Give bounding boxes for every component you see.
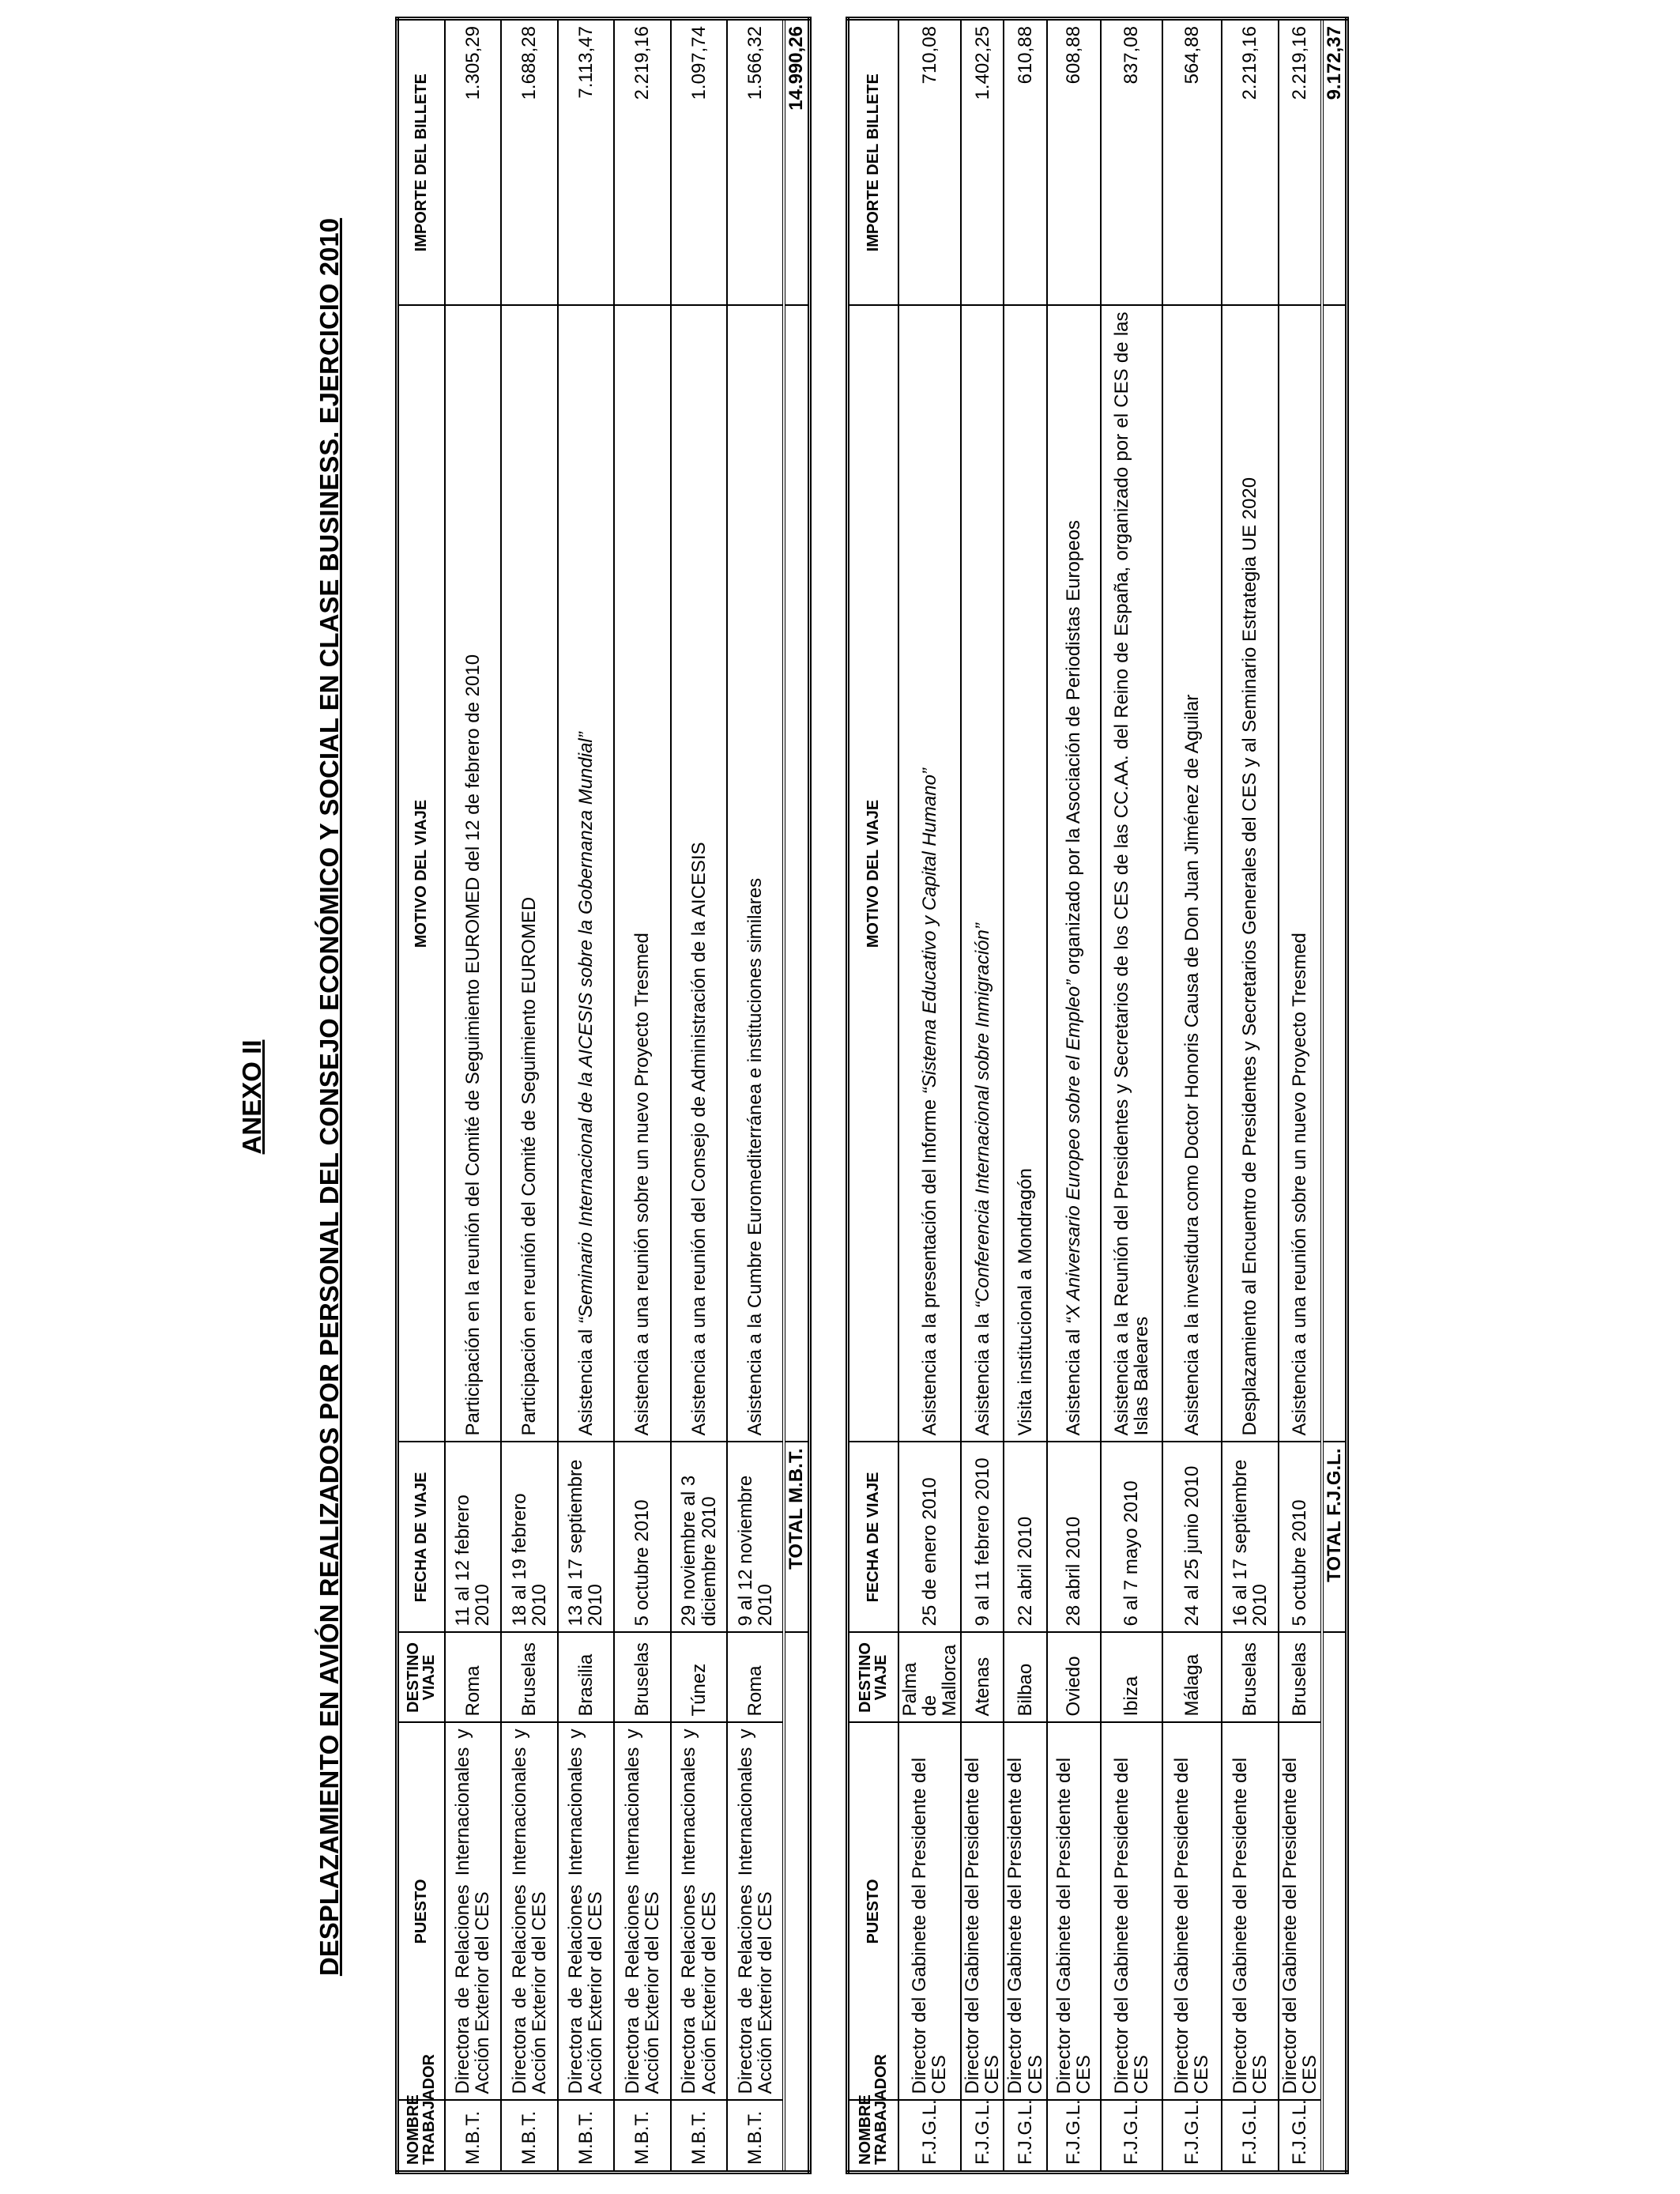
- table-row: [1222, 19, 1279, 2173]
- cell-fecha: 16 al 17 septiembre 2010: [1222, 1442, 1279, 1633]
- header-nombre: NOMBRE TRABAJADOR: [848, 2101, 898, 2173]
- total-value: 9.172,37: [1322, 19, 1347, 306]
- cell-nombre: F.J.G.L.: [1101, 2101, 1162, 2173]
- cell-nombre: F.J.G.L.: [1162, 2101, 1222, 2173]
- cell-puesto: Directora de Relaciones Internacionales y Acción Exterior del CES: [558, 1723, 615, 2101]
- motivo-text: Asistencia a la investidura como Doctor Honoris Causa de Don Juan Jiménez de Aguilar: [1181, 694, 1203, 1436]
- header-motivo: MOTIVO DEL VIAJE: [397, 306, 445, 1442]
- cell-fecha: 24 al 25 junio 2010: [1162, 1442, 1222, 1633]
- cell-fecha: 13 al 17 septiembre 2010: [558, 1442, 615, 1633]
- cell-motivo: [558, 306, 615, 1442]
- motivo-text: Asistencia a la: [971, 1308, 993, 1436]
- motivo-text: Asistencia al: [1063, 1324, 1085, 1436]
- trips-table-fjgl: [846, 17, 1349, 2174]
- motivo-text: Asistencia a una reunión del Consejo de Administración de la AICESIS: [688, 842, 710, 1436]
- cell-puesto: Director del Gabinete del Presidente del CES: [961, 1723, 1004, 2101]
- cell-nombre: M.B.T.: [445, 2101, 502, 2173]
- table-row: [898, 19, 962, 2173]
- cell-puesto: Directora de Relaciones Internacionales y Acción Exterior del CES: [445, 1723, 502, 2101]
- cell-puesto: Director del Gabinete del Presidente del CES: [898, 1723, 962, 2101]
- cell-fecha: 11 al 12 febrero 2010: [445, 1442, 502, 1633]
- cell-importe: 2.219,16: [614, 19, 671, 306]
- table-row: [727, 19, 784, 2173]
- cell-importe: 1.402,25: [961, 19, 1004, 306]
- cell-nombre: F.J.G.L.: [1004, 2101, 1046, 2173]
- motivo-text: Participación en reunión del Comité de Seguimiento EUROMED: [518, 896, 541, 1436]
- motivo-emphasis: “Conferencia Internacional sobre Inmigración”: [971, 923, 993, 1309]
- header-puesto: PUESTO: [848, 1723, 898, 2101]
- cell-destino: Bruselas: [614, 1633, 671, 1723]
- cell-destino: Bruselas: [501, 1633, 558, 1723]
- cell-motivo: [898, 306, 962, 1442]
- cell-fecha: 28 abril 2010: [1047, 1442, 1101, 1633]
- cell-nombre: M.B.T.: [558, 2101, 615, 2173]
- cell-importe: 2.219,16: [1222, 19, 1279, 306]
- cell-destino: Bilbao: [1004, 1633, 1046, 1723]
- total-label: TOTAL M.B.T.: [784, 1442, 809, 1633]
- cell-puesto: Directora de Relaciones Internacionales y Acción Exterior del CES: [501, 1723, 558, 2101]
- cell-destino: Palma de Mallorca: [898, 1633, 962, 1723]
- header-destino: DESTINO VIAJE: [848, 1633, 898, 1723]
- cell-destino: Ibiza: [1101, 1633, 1162, 1723]
- cell-motivo: [445, 306, 502, 1442]
- cell-nombre: M.B.T.: [501, 2101, 558, 2173]
- motivo-text: Asistencia a la presentación del Informe: [918, 1094, 940, 1436]
- cell-nombre: M.B.T.: [614, 2101, 671, 2173]
- table-row: [1047, 19, 1101, 2173]
- cell-motivo: [671, 306, 728, 1442]
- cell-motivo: [1162, 306, 1222, 1442]
- cell-importe: 1.305,29: [445, 19, 502, 306]
- cell-nombre: F.J.G.L.: [1222, 2101, 1279, 2173]
- motivo-text-after: organizado por la Asociación de Periodistas Europeos: [1063, 520, 1085, 980]
- table-header-row: [848, 19, 898, 2173]
- motivo-emphasis: “Sistema Educativo y Capital Humano”: [918, 768, 940, 1095]
- cell-nombre: F.J.G.L.: [898, 2101, 962, 2173]
- cell-puesto: Director del Gabinete del Presidente del CES: [1101, 1723, 1162, 2101]
- table-row: [501, 19, 558, 2173]
- cell-motivo: [1047, 306, 1101, 1442]
- annex-label: ANEXO II: [237, 1039, 266, 1155]
- cell-fecha: 5 octubre 2010: [1279, 1442, 1322, 1633]
- motivo-emphasis: “Seminario Internacional de la AICESIS sobre la Gobernanza Mundial”: [574, 732, 597, 1325]
- cell-destino: Málaga: [1162, 1633, 1222, 1723]
- motivo-text: Asistencia a una reunión sobre un nuevo Proyecto Tresmed: [1289, 933, 1311, 1436]
- table-row: [445, 19, 502, 2173]
- cell-fecha: 25 de enero 2010: [898, 1442, 962, 1633]
- cell-fecha: 18 al 19 febrero 2010: [501, 1442, 558, 1633]
- cell-motivo: [1222, 306, 1279, 1442]
- table-row: [1004, 19, 1046, 2173]
- cell-fecha: 5 octubre 2010: [614, 1442, 671, 1633]
- header-importe: IMPORTE DEL BILLETE: [848, 19, 898, 306]
- cell-destino: Brasilia: [558, 1633, 615, 1723]
- cell-importe: 1.688,28: [501, 19, 558, 306]
- cell-fecha: 9 al 12 noviembre 2010: [727, 1442, 784, 1633]
- cell-motivo: [614, 306, 671, 1442]
- cell-motivo: [1101, 306, 1162, 1442]
- motivo-text: Asistencia al: [574, 1324, 597, 1436]
- cell-destino: Túnez: [671, 1633, 728, 1723]
- header-motivo: MOTIVO DEL VIAJE: [848, 306, 898, 1442]
- cell-puesto: Director del Gabinete del Presidente del CES: [1162, 1723, 1222, 2101]
- cell-motivo: [1004, 306, 1046, 1442]
- cell-puesto: Director del Gabinete del Presidente del CES: [1279, 1723, 1322, 2101]
- total-row: [784, 19, 809, 2173]
- header-fecha: FECHA DE VIAJE: [397, 1442, 445, 1633]
- table-row: [1101, 19, 1162, 2173]
- header-nombre: NOMBRE TRABAJADOR: [397, 2101, 445, 2173]
- cell-fecha: 6 al 7 mayo 2010: [1101, 1442, 1162, 1633]
- header-importe: IMPORTE DEL BILLETE: [397, 19, 445, 306]
- cell-puesto: Directora de Relaciones Internacionales y Acción Exterior del CES: [614, 1723, 671, 2101]
- table-row: [1162, 19, 1222, 2173]
- cell-motivo: [727, 306, 784, 1442]
- header-destino: DESTINO VIAJE: [397, 1633, 445, 1723]
- motivo-text: Desplazamiento al Encuentro de Presidentes y Secretarios Generales del CES y al Seminario Estrategia UE 2020: [1239, 477, 1261, 1436]
- cell-nombre: F.J.G.L.: [961, 2101, 1004, 2173]
- cell-importe: 608,88: [1047, 19, 1101, 306]
- cell-puesto: Directora de Relaciones Internacionales y Acción Exterior del CES: [671, 1723, 728, 2101]
- table-row: [558, 19, 615, 2173]
- cell-fecha: 22 abril 2010: [1004, 1442, 1046, 1633]
- cell-destino: Roma: [727, 1633, 784, 1723]
- cell-motivo: [501, 306, 558, 1442]
- cell-destino: Roma: [445, 1633, 502, 1723]
- cell-destino: Bruselas: [1222, 1633, 1279, 1723]
- cell-fecha: 29 noviembre al 3 diciembre 2010: [671, 1442, 728, 1633]
- cell-importe: 1.566,32: [727, 19, 784, 306]
- cell-importe: 7.113,47: [558, 19, 615, 306]
- table-row: [1279, 19, 1322, 2173]
- cell-motivo: [961, 306, 1004, 1442]
- cell-importe: 837,08: [1101, 19, 1162, 306]
- table-header-row: [397, 19, 445, 2173]
- table-row: [614, 19, 671, 2173]
- cell-nombre: F.J.G.L.: [1047, 2101, 1101, 2173]
- motivo-text: Asistencia a una reunión sobre un nuevo Proyecto Tresmed: [631, 933, 654, 1436]
- cell-destino: Oviedo: [1047, 1633, 1101, 1723]
- cell-importe: 710,08: [898, 19, 962, 306]
- motivo-text: Participación en la reunión del Comité de Seguimiento EUROMED del 12 de febrero de 2010: [461, 654, 484, 1436]
- header-fecha: FECHA DE VIAJE: [848, 1442, 898, 1633]
- cell-nombre: F.J.G.L.: [1279, 2101, 1322, 2173]
- motivo-emphasis: “X Aniversario Europeo sobre el Empleo”: [1063, 979, 1085, 1325]
- cell-importe: 1.097,74: [671, 19, 728, 306]
- cell-motivo: [1279, 306, 1322, 1442]
- header-puesto: PUESTO: [397, 1723, 445, 2101]
- cell-puesto: Director del Gabinete del Presidente del CES: [1004, 1723, 1046, 2101]
- total-row: [1322, 19, 1347, 2173]
- cell-puesto: Director del Gabinete del Presidente del CES: [1047, 1723, 1101, 2101]
- table-row: [671, 19, 728, 2173]
- cell-importe: 610,88: [1004, 19, 1046, 306]
- cell-fecha: 9 al 11 febrero 2010: [961, 1442, 1004, 1633]
- table-row: [961, 19, 1004, 2173]
- motivo-text: Asistencia a la Reunión del Presidentes y Secretarios de los CES de las CC.AA. del Reino de España, organizado por el CES de las Islas Baleares: [1110, 311, 1152, 1436]
- trips-table-mbt: [395, 17, 812, 2174]
- total-label: TOTAL F.J.G.L.: [1322, 1442, 1347, 1633]
- cell-importe: 564,88: [1162, 19, 1222, 306]
- cell-destino: Bruselas: [1279, 1633, 1322, 1723]
- cell-nombre: M.B.T.: [727, 2101, 784, 2173]
- cell-nombre: M.B.T.: [671, 2101, 728, 2173]
- page-title: DESPLAZAMIENTO EN AVIÓN REALIZADOS POR PERSONAL DEL CONSEJO ECONÓMICO Y SOCIAL EN CLASE BUSINESS. EJERCICIO 2010: [315, 217, 344, 1977]
- cell-puesto: Directora de Relaciones Internacionales y Acción Exterior del CES: [727, 1723, 784, 2101]
- motivo-text: Asistencia a la Cumbre Euromediterránea e instituciones similares: [744, 877, 767, 1436]
- total-value: 14.990,26: [784, 19, 809, 306]
- cell-importe: 2.219,16: [1279, 19, 1322, 306]
- cell-puesto: Director del Gabinete del Presidente del CES: [1222, 1723, 1279, 2101]
- motivo-text: Visita institucional a Mondragón: [1015, 1168, 1037, 1436]
- cell-destino: Atenas: [961, 1633, 1004, 1723]
